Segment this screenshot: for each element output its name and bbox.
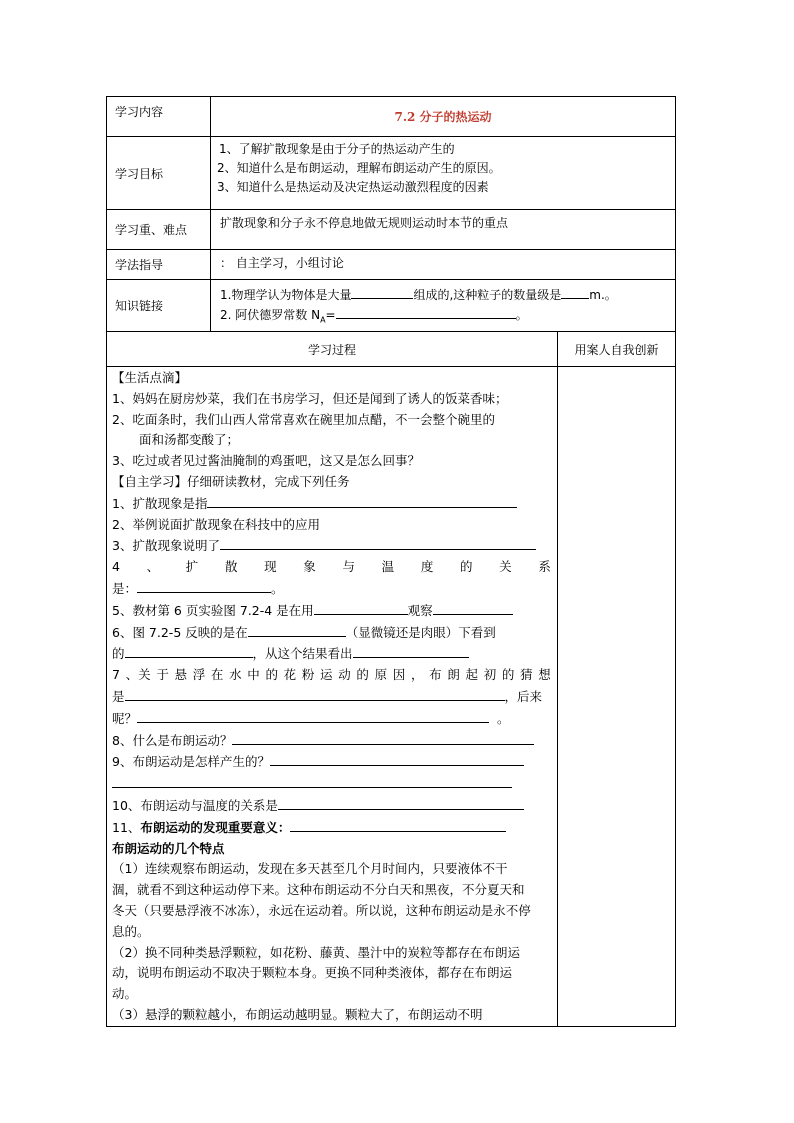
q11-bold: 布朗运动的发现重要意义： bbox=[140, 819, 291, 835]
q7-b: 是 bbox=[112, 688, 125, 704]
focus-text: 扩散现象和分子永不停息地做无规则运动时本节的重点 bbox=[211, 210, 676, 250]
q4-char: 关 bbox=[499, 559, 512, 575]
q7-char: 粉 bbox=[301, 667, 315, 683]
q4-line-2 bbox=[107, 578, 557, 600]
link-2b: = bbox=[325, 308, 336, 322]
q7-char: 的 bbox=[501, 667, 515, 683]
self-heading: 【自主学习】仔细研读教材，完成下列任务 bbox=[112, 473, 350, 489]
link-1c: m.。 bbox=[589, 288, 617, 302]
q4-char: 象 bbox=[303, 559, 316, 575]
process-label: 学习过程 bbox=[107, 332, 558, 367]
note-label: 用案人自我创新 bbox=[558, 332, 676, 367]
q4-char: 现 bbox=[264, 559, 277, 575]
q9-text: 9、布朗运动是怎样产生的？ bbox=[112, 754, 270, 770]
q7-char: ， bbox=[410, 667, 424, 683]
link-label: 知识链接 bbox=[107, 280, 211, 332]
q4-char: 与 bbox=[342, 559, 355, 575]
link-cell bbox=[211, 280, 676, 332]
lesson-title: 7.2 分子的热运动 bbox=[211, 97, 676, 137]
q7-char: 初 bbox=[483, 667, 497, 683]
q4-char: 4 bbox=[112, 559, 120, 575]
q7-char: 运 bbox=[320, 667, 333, 683]
link-2c: 。 bbox=[515, 308, 528, 322]
answer-blank[interactable] bbox=[232, 730, 534, 745]
q8 bbox=[107, 730, 557, 752]
life-2b: 面和汤都变酸了； bbox=[139, 432, 240, 448]
feature-1: （1）连续观察布朗运动，发现在多天甚至几个月时间内，只要液体不干涸，就看不到这种运动停下来。这种布朗运动不分白天和黑夜，不分夏天和冬天（只要悬浮液不冰冻），永远在运动着。所以说，这种布朗运动是永不停息的。 bbox=[112, 861, 531, 939]
q6-a: 6、图 7.2-5 反映的是在 bbox=[112, 624, 248, 640]
answer-blank[interactable] bbox=[353, 643, 469, 658]
q7-char: 于 bbox=[156, 667, 169, 683]
q4-spread bbox=[107, 557, 557, 578]
q2: 2、举例说面扩散现象在科技中的应用 bbox=[112, 516, 320, 532]
q6-line-2 bbox=[107, 643, 557, 665]
q11-num: 11、 bbox=[112, 819, 141, 835]
answer-blank[interactable] bbox=[248, 622, 346, 637]
study-plan-table bbox=[106, 96, 676, 1027]
link-line-2 bbox=[211, 305, 675, 329]
goal-3: 3、知道什么是热运动及决定热运动激烈程度的因素 bbox=[217, 180, 489, 194]
q7-line-2 bbox=[107, 686, 557, 708]
q5-a: 5、教材第 6 页实验图 7.2-4 是在用 bbox=[112, 602, 314, 618]
q7-char: 的 bbox=[356, 667, 369, 683]
q4-char: 系 bbox=[538, 559, 551, 575]
process-body bbox=[107, 367, 558, 1027]
q4-char: 的 bbox=[459, 559, 473, 575]
q7-char: 的 bbox=[265, 667, 278, 683]
link-2-sub: A bbox=[320, 315, 326, 325]
q7-char: 浮 bbox=[192, 667, 206, 683]
q7-c: ，后来 bbox=[504, 688, 543, 704]
link-1b: 组成的,这种粒子的数量级是 bbox=[413, 288, 562, 302]
life-2a: 2、吃面条时，我们山西人常常喜欢在碗里加点醋，不一会整个碗里的 bbox=[112, 411, 495, 427]
blank bbox=[351, 285, 413, 299]
q6-b: （显微镜还是肉眼）下看到 bbox=[345, 624, 496, 640]
features-heading: 布朗运动的几个特点 bbox=[112, 840, 225, 856]
q10 bbox=[107, 795, 557, 817]
q6 bbox=[107, 622, 557, 644]
answer-blank[interactable] bbox=[270, 751, 524, 766]
q4-char: 散 bbox=[224, 559, 238, 575]
blank bbox=[561, 285, 589, 299]
answer-blank[interactable] bbox=[137, 578, 271, 593]
q4-char: 温 bbox=[381, 559, 395, 575]
q7-char: 花 bbox=[283, 667, 297, 683]
answer-blank[interactable] bbox=[314, 600, 408, 615]
q7-e: 。 bbox=[497, 710, 510, 726]
answer-blank[interactable] bbox=[112, 773, 512, 788]
content-label: 学习内容 bbox=[107, 97, 211, 137]
answer-blank[interactable] bbox=[220, 535, 536, 550]
goal-1: 1、了解扩散现象是由于分子的热运动产生的 bbox=[219, 142, 455, 156]
answer-blank[interactable] bbox=[433, 600, 513, 615]
q4-end: 。 bbox=[271, 580, 284, 596]
q1-text: 1、扩散现象是指 bbox=[112, 495, 208, 511]
answer-blank[interactable] bbox=[137, 708, 489, 723]
q4-char: 、 bbox=[146, 559, 160, 575]
answer-blank[interactable] bbox=[125, 686, 505, 701]
life-3: 3、吃过或者见过酱油腌制的鸡蛋吧，这又是怎么回事？ bbox=[112, 453, 420, 469]
note-column[interactable] bbox=[558, 367, 676, 1027]
link-1a: 1.物理学认为物体是大量 bbox=[220, 288, 352, 302]
q8-text: 8、什么是布朗运动？ bbox=[112, 732, 233, 748]
q4-char: 扩 bbox=[185, 559, 199, 575]
q3-text: 3、扩散现象说明了 bbox=[112, 538, 220, 554]
q7-char: 中 bbox=[247, 667, 260, 683]
answer-blank[interactable] bbox=[290, 817, 506, 832]
link-line-1 bbox=[211, 285, 675, 305]
q7-char: 布 bbox=[429, 667, 442, 683]
q7-d: 呢？ bbox=[112, 710, 138, 726]
answer-blank[interactable] bbox=[278, 795, 524, 810]
q7-char: 起 bbox=[465, 667, 479, 683]
q4-b: 是： bbox=[112, 580, 138, 596]
q6-d: ，从这个结果看出 bbox=[252, 646, 353, 662]
q9 bbox=[107, 751, 557, 773]
life-heading: 【生活点滴】 bbox=[112, 370, 188, 385]
answer-blank[interactable] bbox=[125, 643, 253, 658]
goal-2: 2、知道什么是布朗运动，理解布朗运动产生的原因。 bbox=[217, 161, 501, 175]
life-1: 1、妈妈在厨房炒菜，我们在书房学习，但还是闻到了诱人的饭菜香味； bbox=[112, 390, 508, 406]
q7-char: 朗 bbox=[447, 667, 460, 683]
q7-char: 悬 bbox=[174, 667, 188, 683]
goals-cell bbox=[211, 137, 676, 210]
feature-2: （2）换不同种类悬浮颗粒，如花粉、藤黄、墨汁中的炭粒等都存在布朗运动，说明布朗运动不取决于颗粒本身。更换不同种类液体，都存在布朗运动。 bbox=[112, 944, 520, 1002]
q6-c: 的 bbox=[112, 646, 125, 662]
q9-line-2 bbox=[107, 773, 557, 795]
goals-label: 学习目标 bbox=[107, 137, 211, 210]
q5-b: 观察 bbox=[407, 602, 433, 618]
feature-3: （3）悬浮的颗粒越小，布朗运动越明显。颗粒大了，布朗运动不明 bbox=[112, 1006, 483, 1022]
method-label: 学法指导 bbox=[107, 250, 211, 280]
q10-text: 10、布朗运动与温度的关系是 bbox=[112, 797, 278, 813]
method-text: ： 自主学习，小组讨论 bbox=[211, 250, 676, 280]
q1 bbox=[107, 493, 557, 515]
q7-char: 动 bbox=[338, 667, 351, 683]
blank bbox=[336, 305, 516, 319]
q7-spread bbox=[107, 665, 557, 686]
q7-char: 水 bbox=[229, 667, 242, 683]
answer-blank[interactable] bbox=[207, 493, 517, 508]
link-2a: 2. 阿伏德罗常数 N bbox=[220, 308, 321, 322]
q5 bbox=[107, 600, 557, 622]
q7-char: 猜 bbox=[520, 667, 533, 683]
q7-char: 因 bbox=[392, 667, 406, 683]
q7-char: 想 bbox=[538, 667, 551, 683]
q4-char: 度 bbox=[420, 559, 434, 575]
focus-label: 学习重、难点 bbox=[107, 210, 211, 250]
q7-char: 7 bbox=[112, 667, 120, 683]
q7-line-3 bbox=[107, 708, 557, 730]
q7-char: 、关 bbox=[125, 667, 151, 683]
q11 bbox=[107, 817, 557, 839]
q7-char: 在 bbox=[210, 667, 224, 683]
q3 bbox=[107, 535, 557, 557]
q7-char: 原 bbox=[374, 667, 388, 683]
